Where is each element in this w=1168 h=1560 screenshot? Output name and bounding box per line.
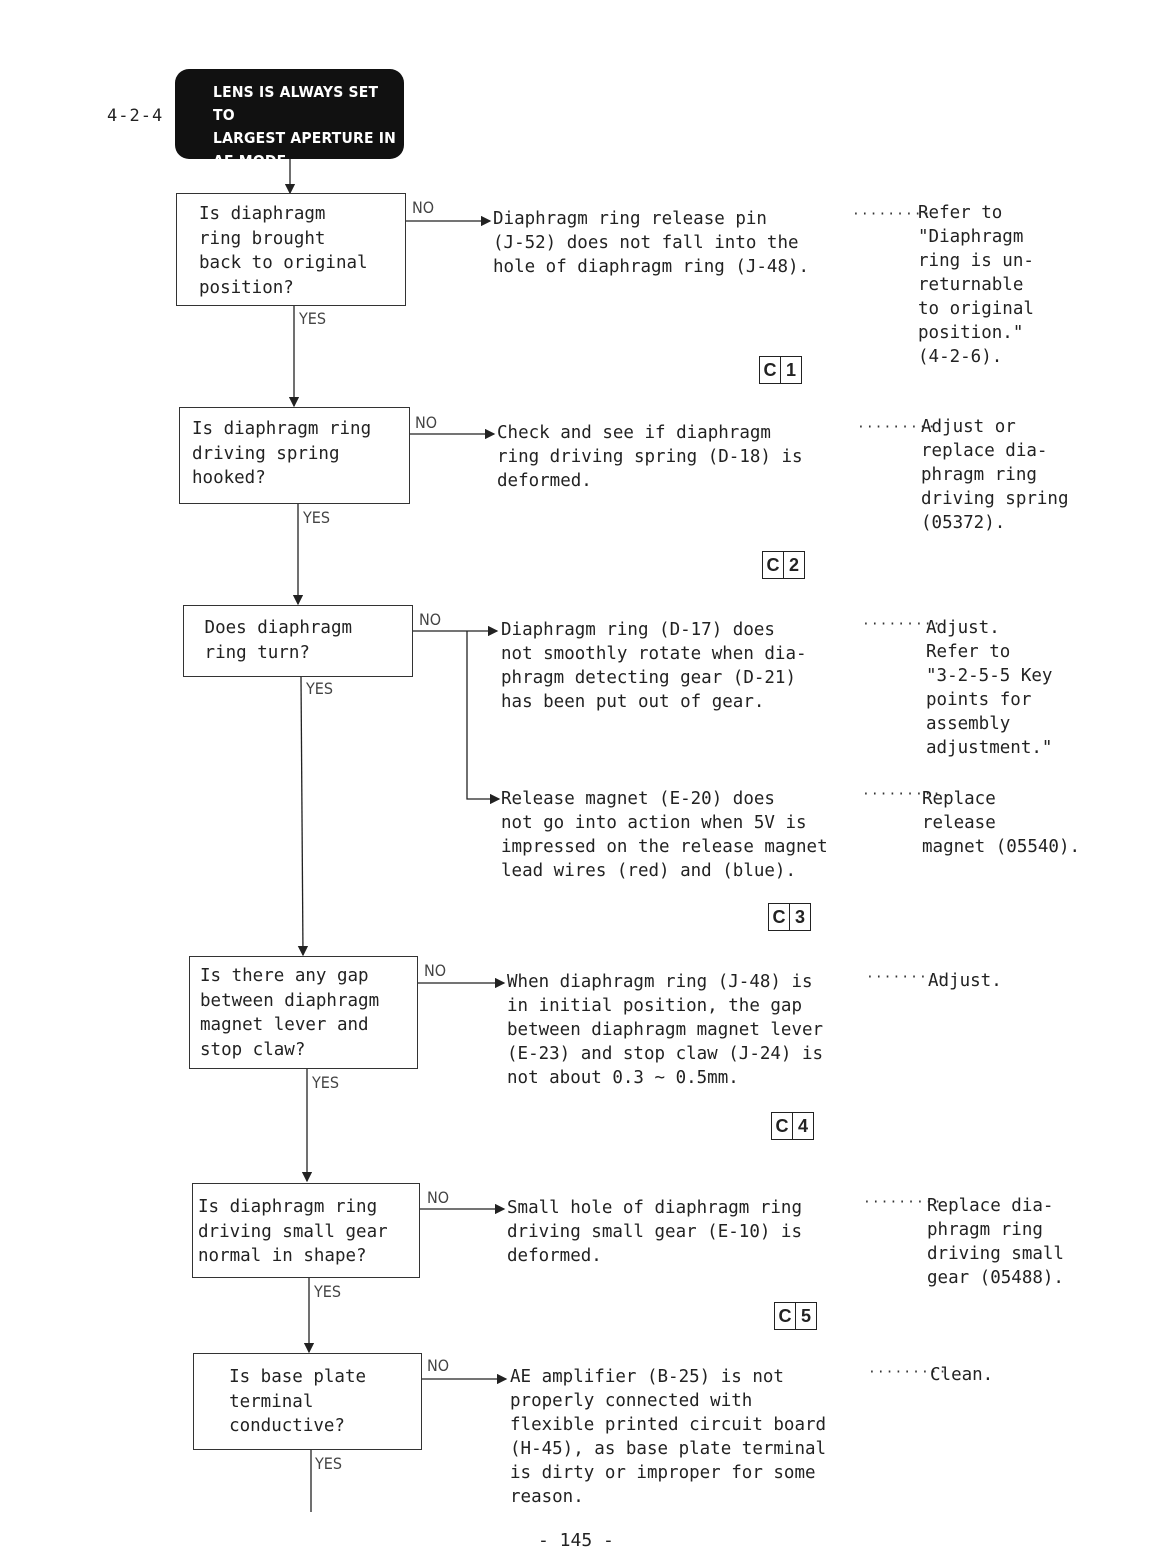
cause-text-6a: AE amplifier (B-25) is not properly connected with flexible printed circuit board (H-45), as base plate terminal is dirty or improper for some reason. (510, 1367, 827, 1507)
code-letter: C (763, 360, 777, 380)
remedy-text-3b: Replace release magnet (05540). (922, 789, 1081, 857)
leader-dots: ········· (862, 787, 942, 802)
connector-no-3b (467, 631, 499, 799)
code-box-c4 (771, 1112, 814, 1140)
connector-yes-3 (301, 677, 303, 955)
no-label: NO (415, 413, 438, 432)
page-number: - 145 - (538, 1530, 614, 1551)
section-number: 4-2-4 (107, 106, 164, 126)
remedy-text-4a: Adjust. (928, 971, 1002, 991)
no-label: NO (427, 1356, 450, 1375)
code-number: 3 (789, 904, 810, 930)
cause-text-3a: Diaphragm ring (D-17) does not smoothly rotate when dia- phragm detecting gear (D-21) has been put out of gear. (501, 620, 807, 712)
no-label: NO (424, 961, 447, 980)
code-box-c3 (768, 903, 811, 931)
code-number: 4 (792, 1113, 813, 1139)
code-box-c1 (759, 356, 802, 384)
code-number: 5 (795, 1303, 816, 1329)
remedy-text-6a: Clean. (930, 1365, 994, 1385)
flowchart-title (175, 69, 404, 170)
no-label: NO (419, 610, 442, 629)
leader-dots: ········· (863, 1195, 943, 1210)
cause-text-2a: Check and see if diaphragm ring driving spring (D-18) is deformed. (497, 423, 803, 491)
leader-dots: ········· (862, 617, 942, 632)
title-line: AE MODE (213, 152, 287, 170)
code-number: 2 (783, 552, 804, 578)
remedy-text-5a: Replace dia- phragm ring driving small gear (05488). (927, 1196, 1064, 1288)
yes-label: YES (303, 508, 331, 527)
remedy-text-2a: Adjust or replace dia- phragm ring driving spring (05372). (921, 417, 1069, 533)
leader-dots: ········· (868, 1365, 948, 1380)
leader-dots: ········· (852, 207, 932, 222)
no-label: NO (427, 1188, 450, 1207)
yes-label: YES (312, 1073, 340, 1092)
question-box-4: Is there any gap between diaphragm magnet lever and stop claw? (189, 956, 418, 1069)
yes-label: YES (315, 1454, 343, 1473)
cause-text-5a: Small hole of diaphragm ring driving small gear (E-10) is deformed. (507, 1198, 803, 1266)
no-label: NO (412, 198, 435, 217)
question-box-6: Is base plate terminal conductive? (193, 1353, 422, 1450)
code-letter: C (772, 907, 786, 927)
question-box-3: Does diaphragm ring turn? (183, 605, 413, 677)
remedy-text-1a: Refer to "Diaphragm ring is un- returnable to original position." (4-2-6). (918, 203, 1034, 367)
cause-text-3b: Release magnet (E-20) does not go into action when 5V is impressed on the release magnet lead wires (red) and (blue). (501, 789, 828, 881)
cause-text-1a: Diaphragm ring release pin (J-52) does not fall into the hole of diaphragm ring (J-48). (493, 209, 810, 277)
yes-label: YES (314, 1282, 342, 1301)
question-box-1: Is diaphragm ring brought back to original position? (176, 193, 406, 306)
leader-dots: ········· (857, 420, 937, 435)
code-letter: C (766, 555, 780, 575)
yes-label: YES (306, 679, 334, 698)
title-line: LENS IS ALWAYS SET TO (213, 83, 379, 124)
question-box-2: Is diaphragm ring driving spring hooked? (179, 407, 410, 504)
code-letter: C (775, 1116, 789, 1136)
cause-text-4a: When diaphragm ring (J-48) is in initial position, the gap between diaphragm magnet lever (E-23) and stop claw (J-24) is not about 0.3 ~ 0.5mm. (507, 972, 824, 1088)
remedy-text-3a: Adjust. Refer to "3-2-5-5 Key points for assembly adjustment." (926, 618, 1053, 758)
code-letter: C (778, 1306, 792, 1326)
code-box-c2 (762, 551, 805, 579)
yes-label: YES (299, 309, 327, 328)
leader-dots: ········· (866, 970, 946, 985)
title-line: LARGEST APERTURE IN (213, 129, 396, 147)
question-box-5: Is diaphragm ring driving small gear normal in shape? (192, 1183, 420, 1278)
code-number: 1 (780, 357, 801, 383)
code-box-c5 (774, 1302, 817, 1330)
